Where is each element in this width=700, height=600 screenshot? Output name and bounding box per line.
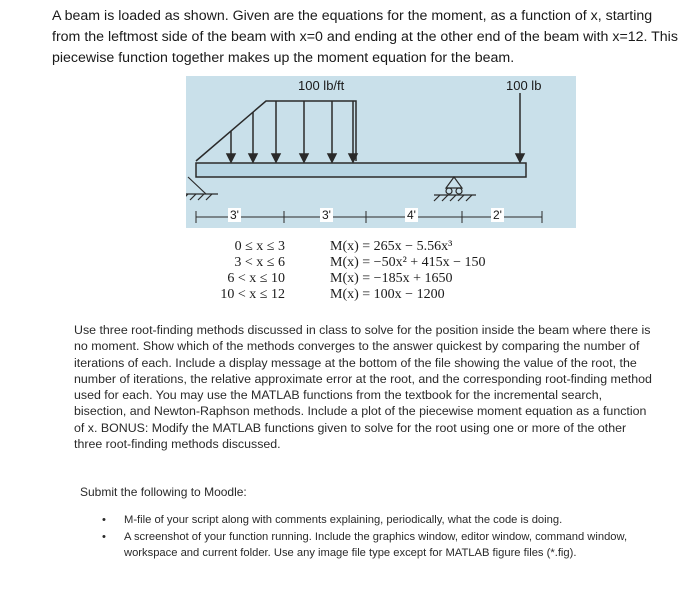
equation-row xyxy=(200,239,486,255)
piecewise-equations xyxy=(200,239,486,303)
equation-expression: M(x) = −185x + 1650 xyxy=(330,271,453,286)
bullet-icon: • xyxy=(102,530,106,543)
point-load-arrow xyxy=(516,91,524,162)
list-item xyxy=(98,529,643,562)
bullet-icon: • xyxy=(102,514,106,526)
left-support xyxy=(186,177,218,200)
equation-row xyxy=(200,287,486,303)
point-load-label: 100 lb xyxy=(506,78,542,93)
segment-label-2: 3' xyxy=(322,208,331,222)
load-arrows xyxy=(227,101,357,162)
list-item xyxy=(98,512,643,529)
dimension-line xyxy=(190,205,570,231)
assignment-instructions: Use three root-finding methods discussed in class to solve for the position inside the beam where there is no moment. Show which of the methods converges to the answer quickest by comparing the number of iterations of each. Include a display message at the bottom of the file showing the value of the root, the number of iterations, the relative approximate error at the root, and the corresponding root-finding method used for each. You may use the MATLAB functions from the textbook for the incremental search, bisection, and Newton-Raphson methods. Include a plot of the piecewise moment equation as a function of x. BONUS: Modify the MATLAB functions given to solve for the root using one or more of the other three root-finding methods discussed. xyxy=(74,323,652,452)
equation-range: 10 < x ≤ 12 xyxy=(220,287,285,302)
submit-list xyxy=(98,512,643,562)
equation-range: 6 < x ≤ 10 xyxy=(227,271,285,286)
equation-range: 0 ≤ x ≤ 3 xyxy=(234,239,285,254)
submit-item-text: M-file of your script along with comments explaining, periodically, what the code is doing. xyxy=(124,514,563,526)
equation-range: 3 < x ≤ 6 xyxy=(234,255,285,270)
submit-item-text: A screenshot of your function running. Include the graphics window, editor window, command window, workspace and current folder. Use any image file type except for MATLAB figure files (*.fig). xyxy=(124,530,628,559)
equation-expression: M(x) = −50x² + 415x − 150 xyxy=(330,255,486,270)
submit-heading: Submit the following to Moodle: xyxy=(80,485,247,499)
segment-label-1: 3' xyxy=(230,208,239,222)
equation-expression: M(x) = 265x − 5.56x³ xyxy=(330,239,453,254)
equation-row xyxy=(200,271,486,287)
equation-expression: M(x) = 100x − 1200 xyxy=(330,287,445,302)
segment-label-3: 4' xyxy=(407,208,416,222)
beam xyxy=(196,163,526,177)
segment-label-4: 2' xyxy=(493,208,502,222)
roller-support xyxy=(434,177,476,201)
distributed-load-label: 100 lb/ft xyxy=(298,78,345,93)
equation-row xyxy=(200,255,486,271)
problem-intro: A beam is loaded as shown. Given are the equations for the moment, as a function of x, starting from the leftmost side of the beam with x=0 and ending at the other end of the beam with x=12. This piecewise function together makes up the moment equation for the beam. xyxy=(52,8,678,66)
